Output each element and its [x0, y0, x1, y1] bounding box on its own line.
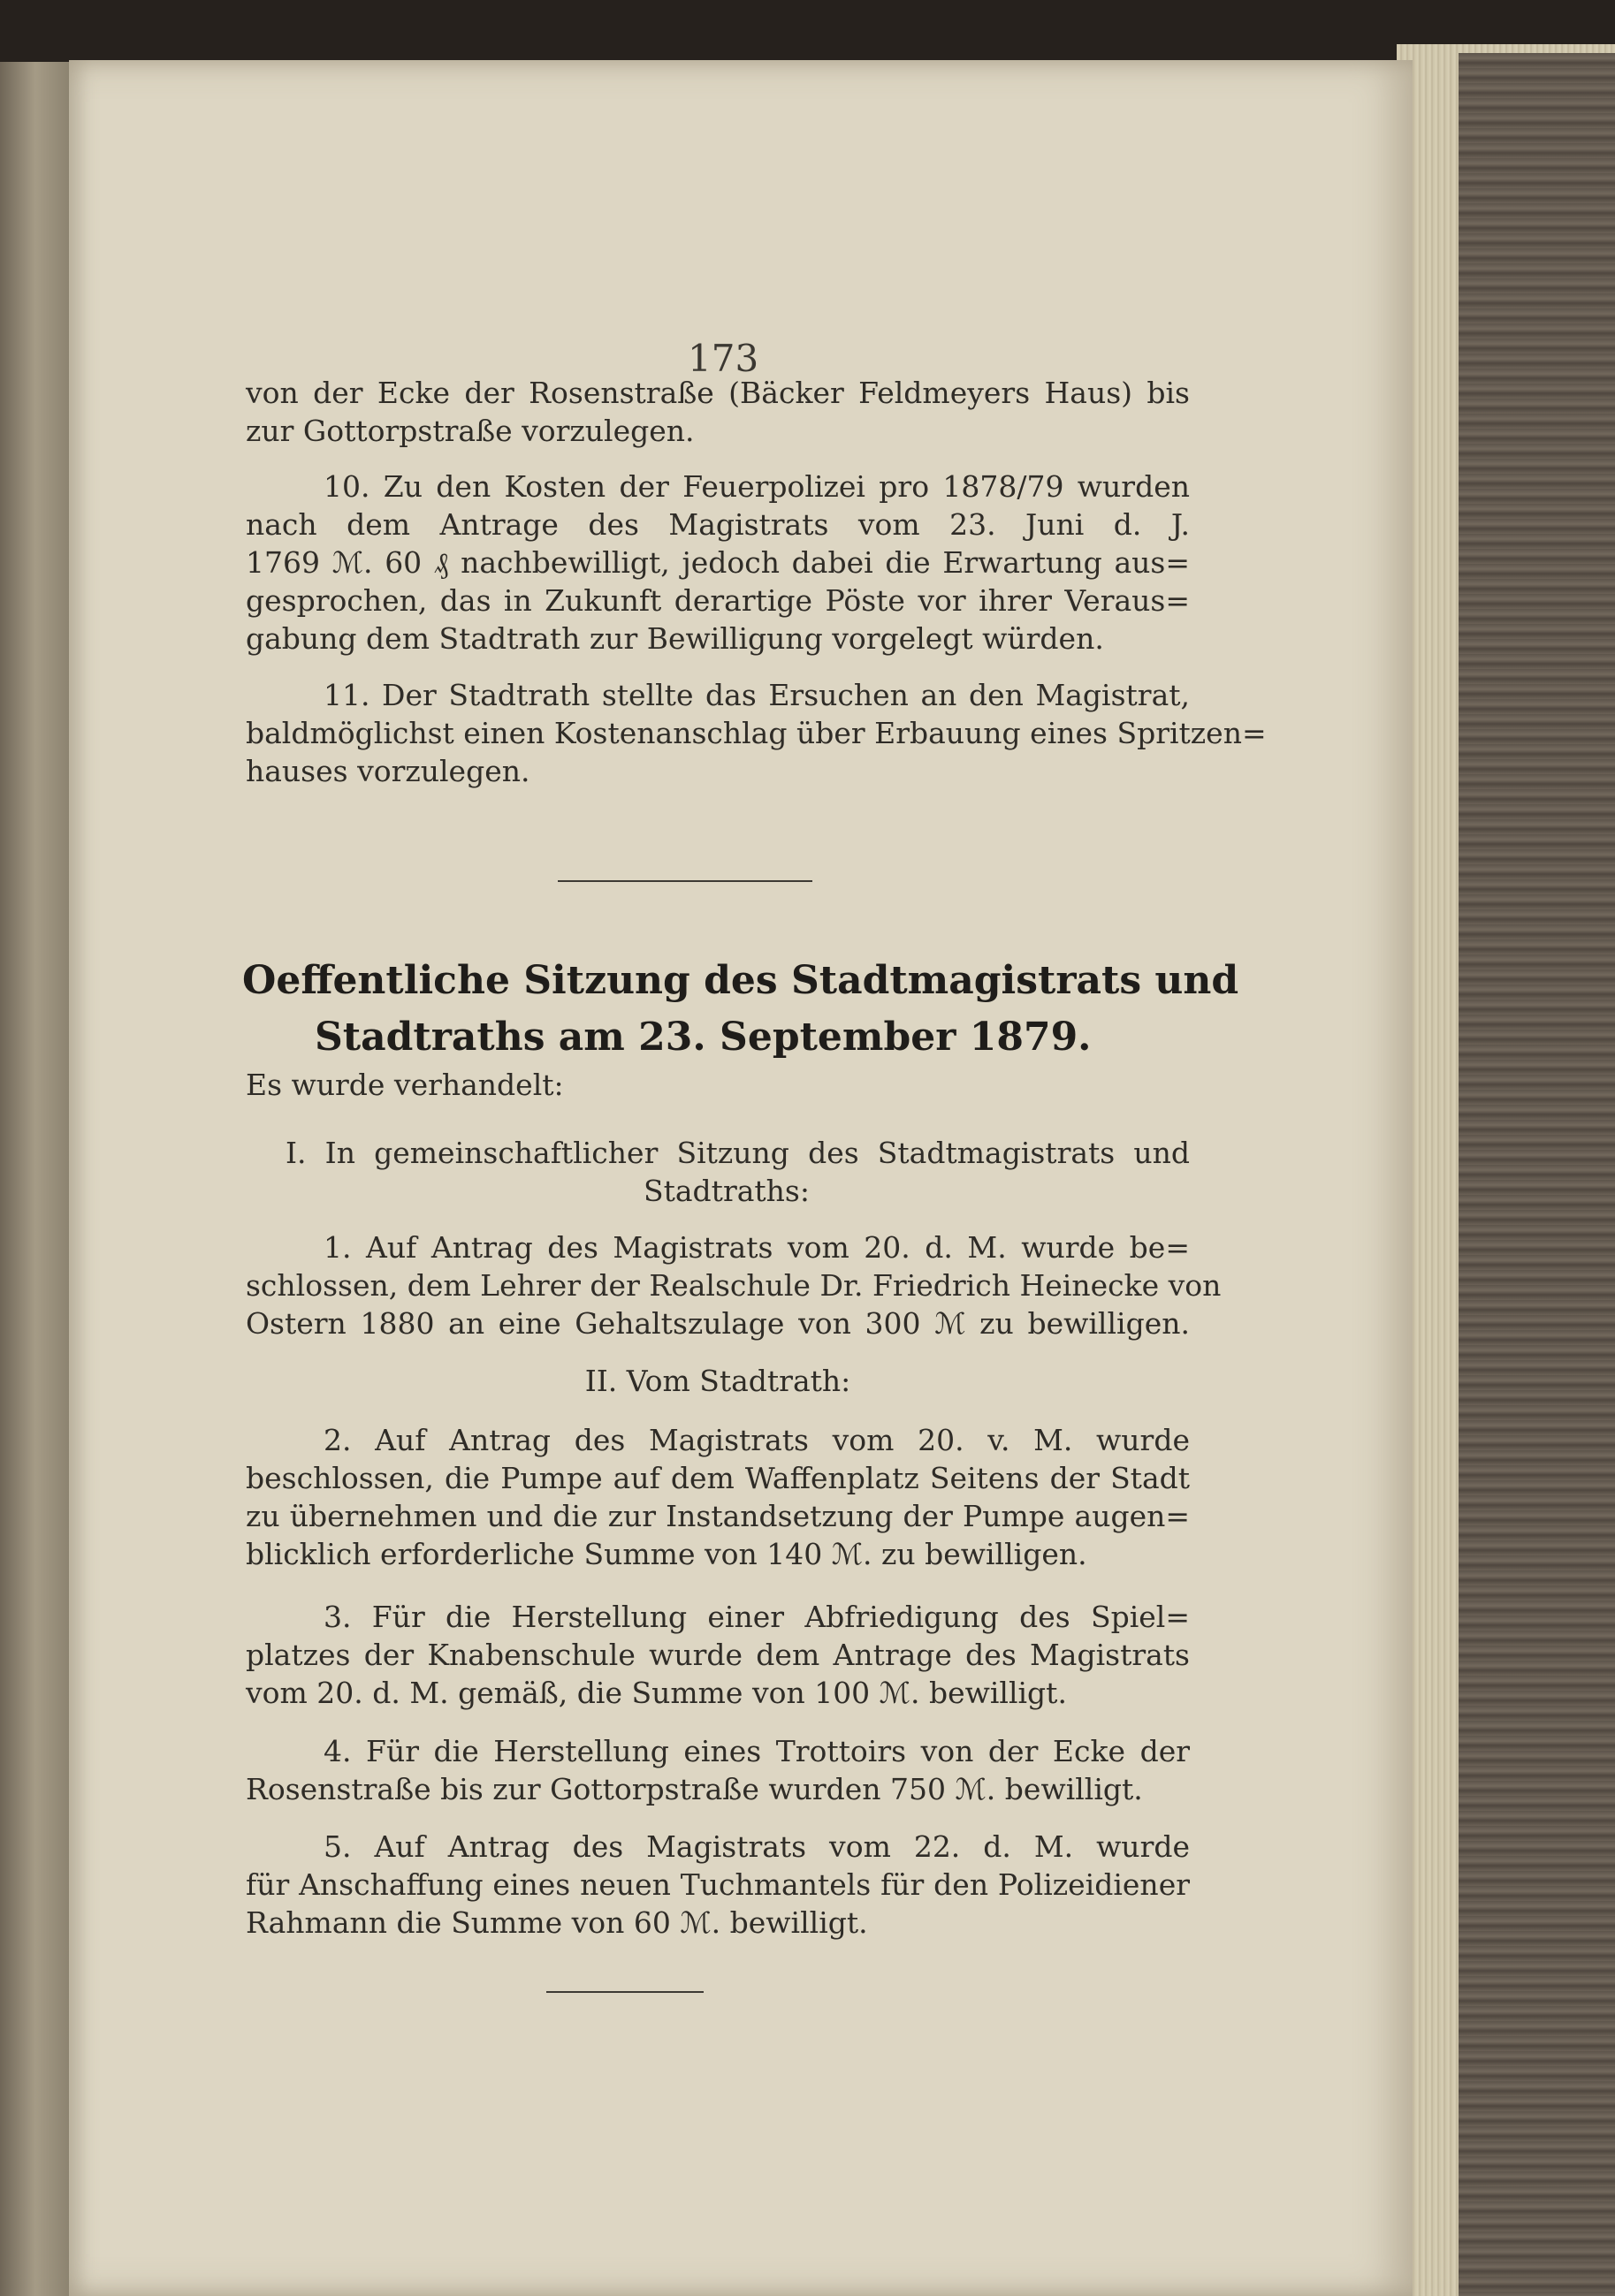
- text-line: Rosenstraße bis zur Gottorpstraße wurden 750 ℳ. bewilligt.: [246, 1772, 1143, 1806]
- section-heading: [242, 953, 1239, 1066]
- text-line: blicklich erforderliche Summe von 140 ℳ. zu bewilligen.: [246, 1537, 1087, 1571]
- paragraph-item-4: [246, 1732, 1190, 1808]
- text-line: 11. Der Stadtrath stellte das Ersuchen an den Magistrat,: [324, 678, 1190, 712]
- text-line: 1769 ℳ. 60 ₰ nachbewilligt, jedoch dabei die Erwartung aus=: [246, 545, 1190, 580]
- text-line: beschlossen, die Pumpe auf dem Waffenplatz Seitens der Stadt: [246, 1461, 1190, 1495]
- page-number: 173: [688, 337, 759, 380]
- text-line: 2. Auf Antrag des Magistrats vom 20. v. M. wurde: [324, 1423, 1190, 1457]
- text-line: von der Ecke der Rosenstraße (Bäcker Feldmeyers Haus) bis: [246, 376, 1190, 410]
- book-page: [69, 60, 1413, 2296]
- text-line: Stadtraths:: [644, 1174, 810, 1208]
- paragraph-item-1: [246, 1228, 1222, 1342]
- text-line: für Anschaffung eines neuen Tuchmantels für den Polizeidiener: [246, 1867, 1190, 1902]
- text-line: Es wurde verhandelt:: [246, 1068, 564, 1102]
- text-line: schlossen, dem Lehrer der Realschule Dr. Friedrich Heinecke von: [246, 1268, 1222, 1303]
- text-line: 10. Zu den Kosten der Feuerpolizei pro 1878/79 wurden: [324, 469, 1190, 504]
- book-cover: [1459, 53, 1615, 2296]
- text-line: zur Gottorpstraße vorzulegen.: [246, 414, 695, 448]
- text-line: 1. Auf Antrag des Magistrats vom 20. d. M. wurde be=: [324, 1230, 1190, 1265]
- text-line: nach dem Antrage des Magistrats vom 23. Juni d. J.: [246, 507, 1190, 542]
- text-line: 4. Für die Herstellung eines Trottoirs von der Ecke der: [324, 1734, 1190, 1768]
- text-line: 5. Auf Antrag des Magistrats vom 22. d. M. wurde: [324, 1829, 1190, 1864]
- text-line: platzes der Knabenschule wurde dem Antrage des Magistrats: [246, 1638, 1190, 1672]
- section-divider: [558, 880, 812, 882]
- paragraph-item-10: [246, 468, 1190, 658]
- heading-line: Oeffentliche Sitzung des Stadtmagistrats und: [242, 958, 1239, 1003]
- paragraph-item-5: [246, 1828, 1190, 1942]
- text-line: zu übernehmen und die zur Instandsetzung der Pumpe augen=: [246, 1499, 1190, 1533]
- intro-line: [246, 1066, 1190, 1104]
- text-line: baldmöglichst einen Kostenanschlag über Erbauung eines Spritzen=: [246, 716, 1267, 750]
- left-page-edge: [0, 62, 71, 2296]
- text-line: gesprochen, das in Zukunft derartige Pöste vor ihrer Veraus=: [246, 583, 1190, 618]
- paragraph-item-11: [246, 676, 1267, 790]
- text-line: 3. Für die Herstellung einer Abfriedigung des Spiel=: [324, 1600, 1190, 1634]
- end-divider: [546, 1991, 704, 1993]
- text-line: hauses vorzulegen.: [246, 754, 530, 788]
- text-line: II. Vom Stadtrath:: [584, 1364, 851, 1398]
- part-two-heading: [246, 1362, 1190, 1400]
- paragraph-item-2: [246, 1421, 1190, 1573]
- text-line: Ostern 1880 an eine Gehaltszulage von 300 ℳ zu bewilligen.: [246, 1306, 1190, 1341]
- part-one-heading: [246, 1134, 1190, 1210]
- text-line: Rahmann die Summe von 60 ℳ. bewilligt.: [246, 1905, 868, 1940]
- paragraph-item-3: [246, 1598, 1190, 1712]
- paragraph-continuation: [246, 374, 1190, 450]
- text-line: vom 20. d. M. gemäß, die Summe von 100 ℳ. bewilligt.: [246, 1676, 1067, 1710]
- text-line: I. In gemeinschaftlicher Sitzung des Stadtmagistrats und: [286, 1136, 1190, 1170]
- heading-line: Stadtraths am 23. September 1879.: [315, 1015, 1092, 1060]
- text-line: gabung dem Stadtrath zur Bewilligung vorgelegt würden.: [246, 621, 1104, 656]
